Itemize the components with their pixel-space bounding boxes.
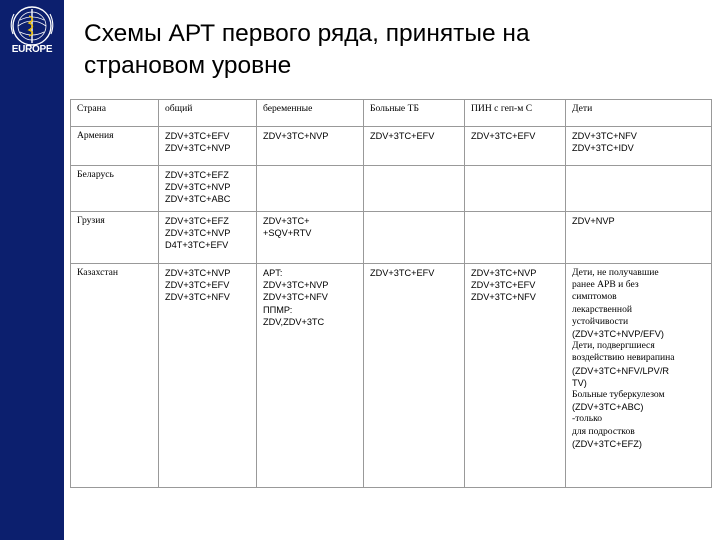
table-row — [71, 212, 712, 264]
children-note: для подростков — [572, 425, 635, 437]
general-cell — [159, 166, 257, 212]
children-cell — [566, 127, 712, 166]
regimen: ZDV+3TC+EFZ — [165, 170, 229, 180]
regimen: ZDV+3TC+IDV — [572, 143, 634, 154]
tb-cell — [364, 127, 465, 166]
header-cell: общий — [159, 100, 257, 127]
regimen: ZDV+3TC+NVP — [165, 143, 231, 154]
tb-cell — [364, 264, 465, 488]
children-note: лекарственной — [572, 303, 632, 315]
regimen: ZDV+3TC+ — [263, 216, 310, 226]
regimen: ZDV+3TC+EFV — [370, 268, 435, 278]
header-cell: ПИН с геп-м С — [465, 100, 566, 127]
regimen: ZDV+3TC+EFV — [165, 280, 230, 291]
regimen: ZDV+3TC+NVP — [263, 280, 329, 291]
children-cell — [566, 264, 712, 488]
regimen: (ZDV+3TC+NFV/LPV/R — [572, 365, 670, 376]
pregnant-cell — [257, 127, 364, 166]
pwid-hepc-cell — [465, 212, 566, 264]
regimen: ZDV+3TC+NVP — [165, 182, 231, 193]
table-header-row — [71, 100, 712, 127]
regimen: ZDV+3TC+NVP — [165, 228, 231, 239]
pwid-hepc-cell — [465, 166, 566, 212]
pregnant-cell — [257, 212, 364, 264]
header-cell: беременные — [257, 100, 364, 127]
logo-text: EUROPE — [11, 44, 53, 55]
regimen: ZDV+3TC+NFV — [165, 292, 230, 303]
regimen: ZDV+3TC+NVP — [165, 268, 231, 278]
regimen: ZDV+3TC+ABC — [165, 194, 231, 205]
regimen: ППМР: — [263, 304, 293, 315]
table-row — [71, 264, 712, 488]
pregnant-cell — [257, 166, 364, 212]
regimen: ZDV+3TC+EFV — [471, 280, 536, 291]
tb-cell — [364, 166, 465, 212]
header-cell: Страна — [71, 100, 159, 127]
regimen: +SQV+RTV — [263, 228, 312, 239]
country-cell: Армения — [71, 127, 159, 166]
children-note: устойчивости — [572, 315, 629, 327]
regimen: (ZDV+3TC+NVP/EFV) — [572, 329, 664, 340]
regimen: ZDV+NVP — [572, 216, 615, 226]
children-note: ранее АРВ и без — [572, 279, 639, 291]
regimen: D4T+3TC+EFV — [165, 240, 229, 251]
table-row — [71, 127, 712, 166]
children-note: Дети, подвергшиеся — [572, 340, 655, 352]
header-cell: Больные ТБ — [364, 100, 465, 127]
regimen: ZDV,ZDV+3TC — [263, 316, 325, 327]
pwid-hepc-cell — [465, 264, 566, 488]
tb-cell — [364, 212, 465, 264]
country-cell: Грузия — [71, 212, 159, 264]
page-title — [84, 18, 704, 82]
left-sidebar-bar — [0, 0, 64, 540]
regimen: TV) — [572, 377, 587, 388]
children-note: Больные туберкулезом — [572, 389, 665, 401]
general-cell — [159, 127, 257, 166]
regimen: ZDV+3TC+NFV — [471, 292, 536, 303]
children-note: Дети, не получавшие — [572, 267, 659, 278]
children-note: -только — [572, 413, 603, 425]
regimen: ZDV+3TC+EFV — [165, 131, 230, 141]
country-cell: Казахстан — [71, 264, 159, 488]
pregnant-cell — [257, 264, 364, 488]
title-line-1: Схемы АРТ первого ряда, принятые на — [84, 20, 530, 47]
children-note: симптомов — [572, 291, 617, 303]
regimen: APT: — [263, 268, 283, 278]
regimen: ZDV+3TC+EFV — [471, 131, 536, 141]
regimen: (ZDV+3TC+EFZ) — [572, 438, 642, 449]
general-cell — [159, 212, 257, 264]
children-cell — [566, 166, 712, 212]
title-line-2: страновом уровне — [84, 52, 292, 79]
table-row — [71, 166, 712, 212]
country-cell: Беларусь — [71, 166, 159, 212]
children-note: воздействию невирапина — [572, 352, 675, 364]
regimen: ZDV+3TC+NFV — [263, 292, 328, 303]
regimen: (ZDV+3TC+ABC) — [572, 402, 644, 413]
general-cell — [159, 264, 257, 488]
regimen: ZDV+3TC+EFV — [370, 131, 435, 141]
regimen: ZDV+3TC+NFV — [572, 131, 637, 141]
art-schemes-table — [70, 99, 712, 488]
regimen: ZDV+3TC+EFZ — [165, 216, 229, 226]
header-cell: Дети — [566, 100, 712, 127]
pwid-hepc-cell — [465, 127, 566, 166]
regimen: ZDV+3TC+NVP — [263, 131, 329, 141]
children-cell — [566, 212, 712, 264]
regimen: ZDV+3TC+NVP — [471, 268, 537, 278]
